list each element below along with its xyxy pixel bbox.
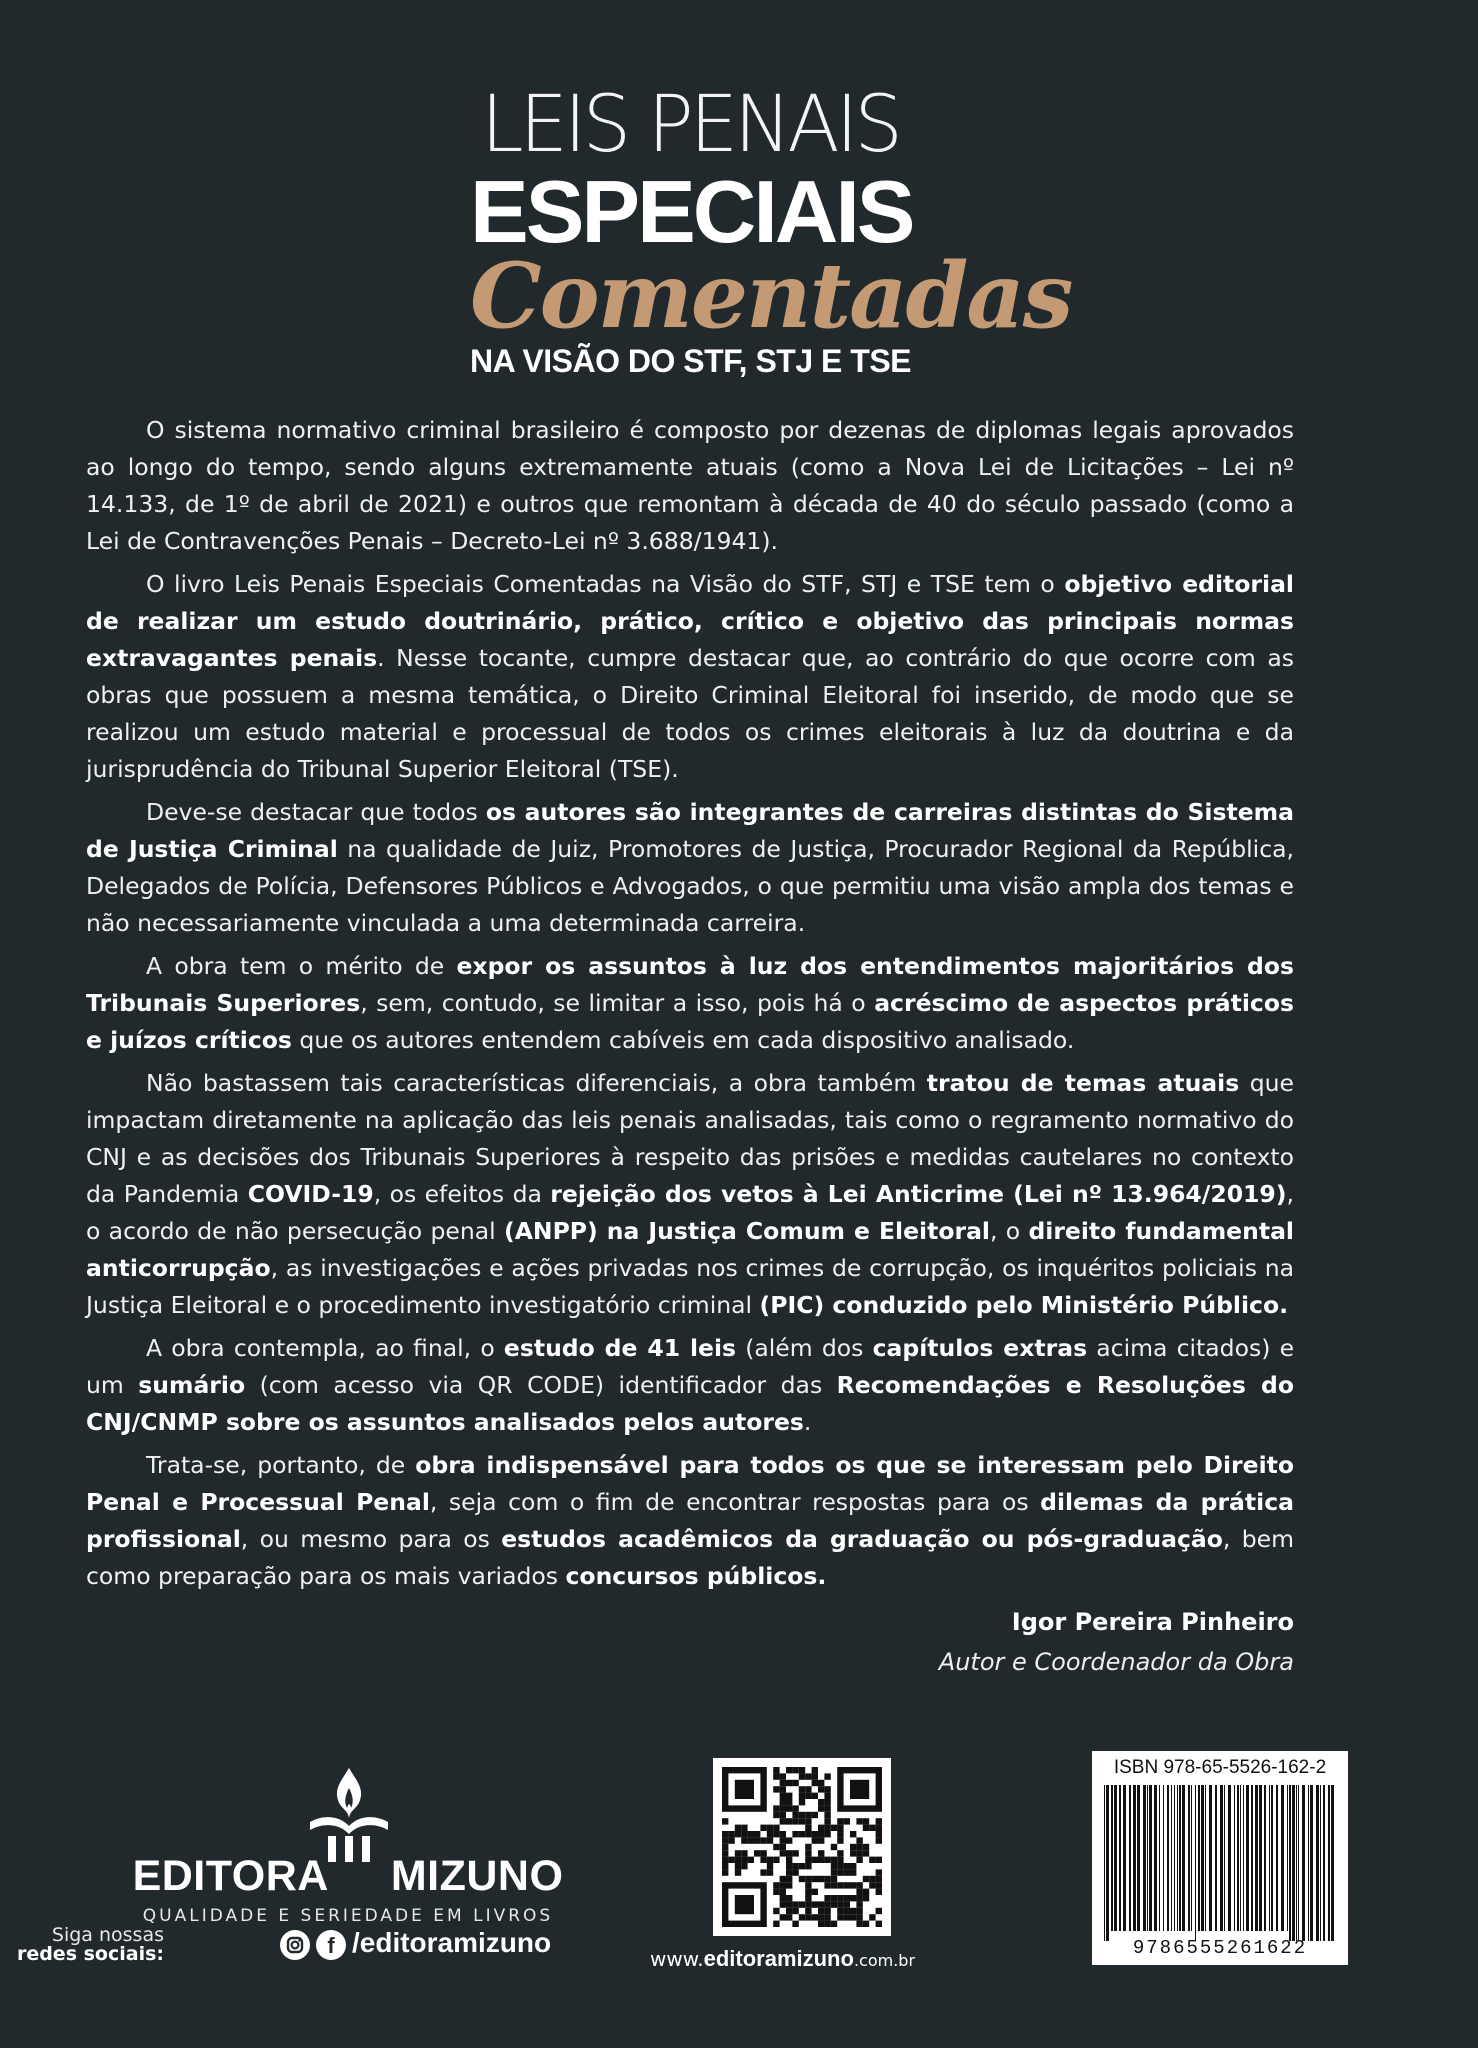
- body-run: (além dos: [736, 1334, 873, 1362]
- torch-book-icon: [304, 1766, 394, 1862]
- body-run: , o acordo de não persecução penal: [86, 1180, 1294, 1245]
- body-run: , os efeitos da: [373, 1180, 551, 1208]
- isbn-barcode: [1092, 1751, 1348, 1965]
- body-run: .: [803, 1408, 812, 1436]
- website-suffix: .com.br: [853, 1951, 916, 1970]
- synopsis-paragraph: [86, 566, 1294, 788]
- emphasis-text: concursos públicos.: [565, 1562, 827, 1590]
- body-run: O sistema normativo criminal brasileiro é composto por dezenas de diplomas legais aprovados ao longo do tempo, sendo alguns extremamente atuais (como a Nova Lei de Licitações – Lei nº 14.133, de 1º de abril de 2021) e outros que remontam à década de 40 do século passado (como a Lei de Contravenções Penais – Decreto-Lei nº 3.688/1941).: [86, 416, 1294, 555]
- emphasis-text: os autores são integrantes de carreiras distintas do Sistema de Justiça Criminal: [86, 798, 1294, 863]
- website-main: editoramizuno: [703, 1946, 854, 1971]
- body-run: . Nesse tocante, cumpre destacar que, ao contrário do que ocorre com as obras que possuem a mesma temática, o Direito Criminal Eleitoral foi inserido, de modo que se realizou um estudo material e processual de todos os crimes eleitorais à luz da doutrina e da jurisprudência do Tribunal Superior Eleitoral (TSE).: [86, 644, 1294, 783]
- synopsis-paragraph: [86, 1065, 1294, 1324]
- author-role: Autor e Coordenador da Obra: [938, 1648, 1294, 1676]
- body-run: , bem como preparação para os mais variados: [86, 1525, 1294, 1590]
- emphasis-text: capítulos extras: [872, 1334, 1088, 1362]
- emphasis-text: COVID-19: [247, 1180, 374, 1208]
- emphasis-text: Recomendações e Resoluções do CNJ/CNMP sobre os assuntos analisados pelos autores: [86, 1371, 1294, 1436]
- social-label: [2, 1926, 164, 1964]
- emphasis-text: (ANPP) na Justiça Comum e Eleitoral: [503, 1217, 990, 1245]
- body-run: , ou mesmo para os: [240, 1525, 502, 1553]
- isbn-label: ISBN 978-65-5526-162-2: [1113, 1757, 1327, 1778]
- body-run: , as investigações e ações privadas nos crimes de corrupção, os inquéritos policiais na Justiça Eleitoral e o procedimento investigatório criminal: [86, 1254, 1294, 1319]
- social-handle[interactable]: /editoramizuno: [352, 1927, 552, 1958]
- signature: [939, 1602, 1294, 1682]
- publisher-name-right: MIZUNO: [390, 1852, 564, 1900]
- body-run: Deve-se destacar que todos: [146, 798, 486, 826]
- publisher-name-left: EDITORA: [132, 1852, 329, 1900]
- body-run: , seja com o fim de encontrar respostas para os: [429, 1488, 1041, 1516]
- publisher-name: [128, 1852, 568, 1901]
- publisher-tagline: QUALIDADE E SERIEDADE EM LIVROS: [142, 1906, 554, 1926]
- emphasis-text: acréscimo de aspectos práticos e juízos críticos: [86, 989, 1294, 1054]
- body-run: na qualidade de Juiz, Promotores de Justiça, Procurador Regional da República, Delegados de Polícia, Defensores Públicos e Advogados, o que permitiu uma visão ampla dos temas e não necessariamente vinculada a uma determinada carreira.: [86, 835, 1294, 937]
- synopsis-paragraph: [86, 412, 1294, 560]
- website-url[interactable]: [650, 1946, 915, 1972]
- author-name: Igor Pereira Pinheiro: [1011, 1608, 1294, 1636]
- emphasis-text: sumário: [138, 1371, 246, 1399]
- emphasis-text: expor os assuntos à luz dos entendimentos majoritários dos Tribunais Superiores: [86, 952, 1294, 1017]
- website-prefix: www.: [650, 1947, 704, 1971]
- social-label-line-1: Siga nossas: [51, 1924, 164, 1946]
- synopsis-text: [86, 412, 1294, 1601]
- synopsis-paragraph: [86, 948, 1294, 1059]
- body-run: que impactam diretamente na aplicação das leis penais analisadas, tais como o regramento normativo do CNJ e as decisões dos Tribunais Superiores à respeito das prisões e medidas cautelares no contexto da Pandemia: [86, 1069, 1294, 1208]
- title-line-1: LEIS PENAIS: [480, 80, 900, 170]
- barcode-digits: 9786555261622: [1132, 1937, 1308, 1959]
- body-run: que os autores entendem cabíveis em cada dispositivo analisado.: [291, 1026, 1075, 1054]
- instagram-icon[interactable]: [280, 1930, 310, 1960]
- emphasis-text: obra indispensável para todos os que se interessam pelo Direito Penal e Processual Penal: [86, 1451, 1294, 1516]
- emphasis-text: estudo de 41 leis: [503, 1334, 736, 1362]
- body-run: O livro Leis Penais Especiais Comentadas na Visão do STF, STJ e TSE tem o: [146, 570, 1065, 598]
- synopsis-paragraph: [86, 1330, 1294, 1441]
- emphasis-text: (PIC) conduzido pelo Ministério Público.: [759, 1291, 1289, 1319]
- body-run: Não bastassem tais características diferenciais, a obra também: [146, 1069, 927, 1097]
- body-run: A obra tem o mérito de: [146, 952, 457, 980]
- body-run: Trata-se, portanto, de: [146, 1451, 416, 1479]
- title-line-2: ESPECIAIS: [470, 162, 913, 261]
- emphasis-text: dilemas da prática profissional: [86, 1488, 1294, 1553]
- cover-title: [470, 80, 1072, 380]
- body-run: , sem, contudo, se limitar a isso, pois há o: [360, 989, 875, 1017]
- body-run: (com acesso via QR CODE) identificador das: [245, 1371, 837, 1399]
- body-run: , o: [990, 1217, 1029, 1245]
- emphasis-text: estudos acadêmicos da graduação ou pós-graduação: [501, 1525, 1223, 1553]
- qr-code[interactable]: [713, 1758, 891, 1936]
- facebook-icon[interactable]: f: [316, 1930, 346, 1960]
- emphasis-text: direito fundamental anticorrupção: [86, 1217, 1294, 1282]
- barcode-icon: [1092, 1751, 1348, 1965]
- emphasis-text: objetivo editorial de realizar um estudo doutrinário, prático, crítico e objetivo das principais normas extravagantes penais: [86, 570, 1294, 672]
- title-line-3: Comentadas: [470, 243, 1072, 349]
- synopsis-paragraph: [86, 794, 1294, 942]
- social-label-line-2: redes sociais:: [16, 1943, 164, 1965]
- body-run: A obra contempla, ao final, o: [146, 1334, 504, 1362]
- emphasis-text: rejeição dos vetos à Lei Anticrime (Lei nº 13.964/2019): [550, 1180, 1287, 1208]
- body-run: acima citados) e um: [86, 1334, 1295, 1399]
- title-subtitle: NA VISÃO DO STF, STJ E TSE: [470, 343, 911, 379]
- synopsis-paragraph: [86, 1447, 1294, 1595]
- emphasis-text: tratou de temas atuais: [926, 1069, 1240, 1097]
